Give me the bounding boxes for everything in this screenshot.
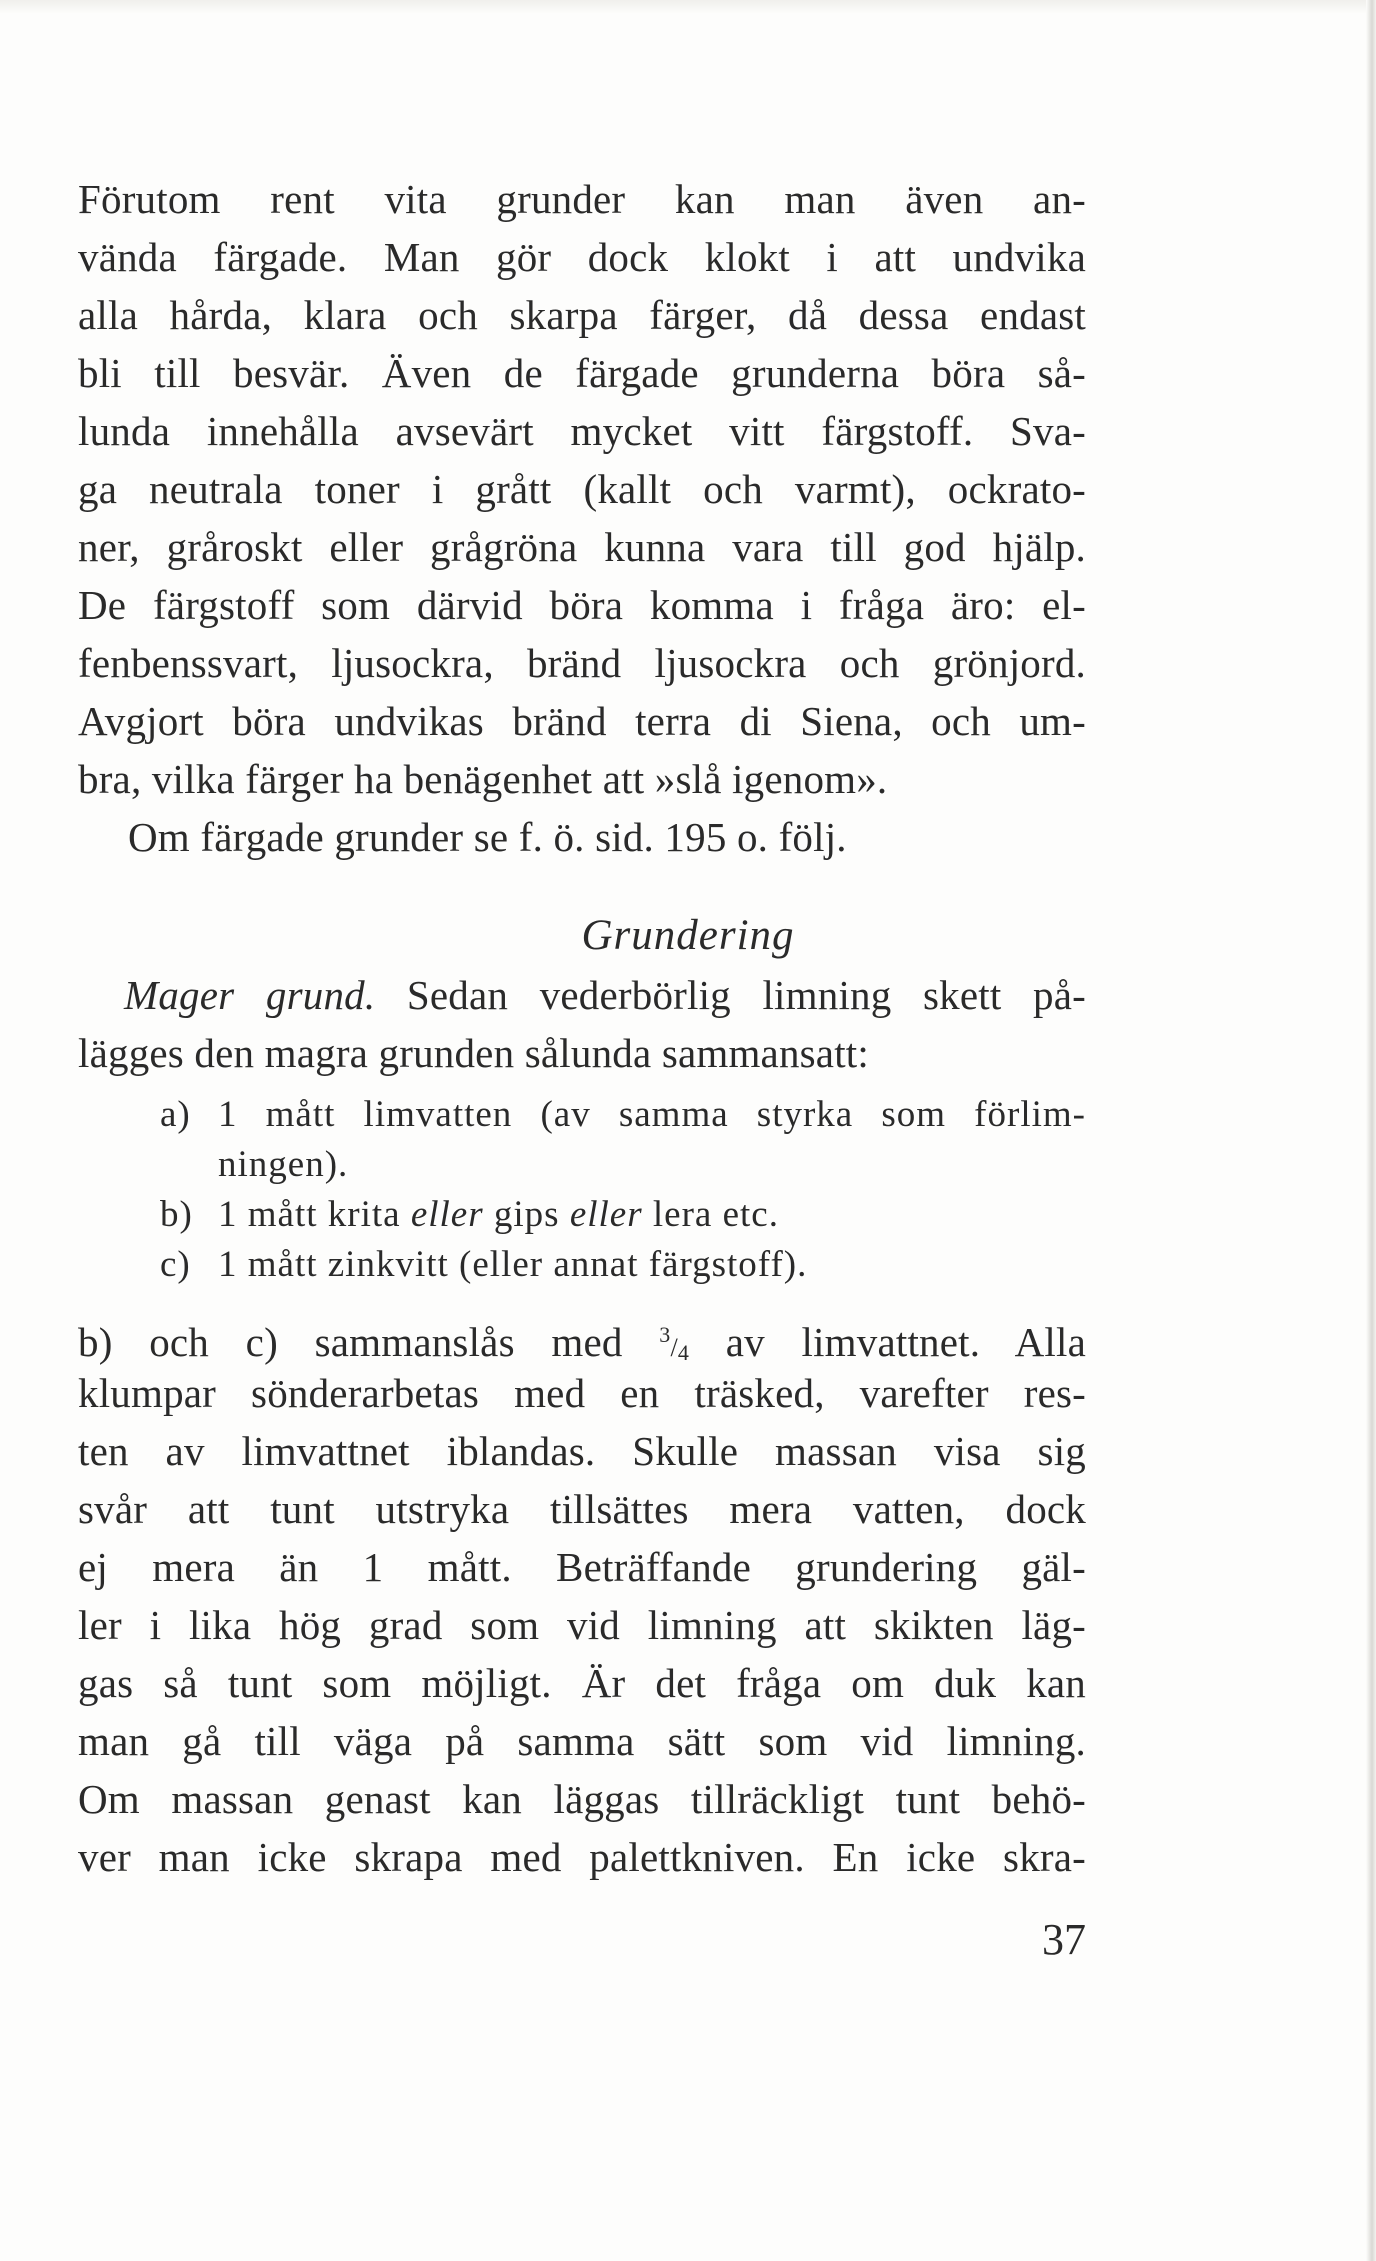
text-line xyxy=(124,966,1086,1024)
page-top-edge xyxy=(0,0,1376,14)
text-line: Om massan genast kan läggas tillräckligt tunt behö- xyxy=(78,1776,1086,1822)
list-marker: a) xyxy=(160,1094,191,1135)
text-run: av limvattnet. Alla xyxy=(689,1319,1086,1365)
list-item-a xyxy=(160,1090,1086,1140)
list-text: 1 mått krita xyxy=(218,1194,411,1235)
text-line: ej mera än 1 mått. Beträffande grundering gäl- xyxy=(78,1544,1086,1590)
text-line: lägges den magra grunden sålunda sammansatt: xyxy=(78,1030,869,1076)
text-line: alla hårda, klara och skarpa färger, då dessa endast xyxy=(78,292,1086,338)
fraction-denominator: 4 xyxy=(677,1340,690,1365)
fraction xyxy=(659,1322,690,1365)
list-item-b xyxy=(160,1190,1086,1240)
list-emphasis: eller xyxy=(569,1194,643,1235)
text-line: svår att tunt utstryka tillsättes mera vatten, dock xyxy=(78,1486,1086,1532)
run-in-heading: Mager grund. xyxy=(124,972,376,1018)
text-line: bli till besvär. Även de färgade grunderna böra så- xyxy=(78,350,1086,396)
text-line: fenbenssvart, ljusockra, bränd ljusockra och grönjord. xyxy=(78,640,1086,686)
text-line: ler i lika hög grad som vid limning att skikten läg- xyxy=(78,1602,1086,1648)
fraction-numerator: 3 xyxy=(659,1322,671,1347)
text-line: ga neutrala toner i grått (kallt och varmt), ockrato- xyxy=(78,466,1086,512)
fraction-slash: / xyxy=(670,1333,678,1362)
list-text: 1 mått limvatten (av samma styrka som förlim- xyxy=(218,1094,1086,1135)
section-heading: Grundering xyxy=(581,912,795,959)
page-right-edge xyxy=(1366,0,1376,2261)
text-line: Avgjort böra undvikas bränd terra di Siena, och um- xyxy=(78,698,1086,744)
list-item-c xyxy=(160,1240,1086,1290)
text-line: De färgstoff som därvid böra komma i fråga äro: el- xyxy=(78,582,1086,628)
list-text: lera etc. xyxy=(642,1194,779,1235)
page-number: 37 xyxy=(1042,1915,1086,1964)
list-emphasis: eller xyxy=(410,1194,484,1235)
text-line: Förutom rent vita grunder kan man även an- xyxy=(78,176,1086,222)
list-marker: c) xyxy=(160,1244,191,1285)
text-line: vända färgade. Man gör dock klokt i att undvika xyxy=(78,234,1086,280)
text-line: gas så tunt som möjligt. Är det fråga om duk kan xyxy=(78,1660,1086,1706)
text-line: ver man icke skrapa med palettkniven. En icke skra- xyxy=(78,1834,1086,1880)
text-line: man gå till väga på samma sätt som vid limning. xyxy=(78,1718,1086,1764)
text-line: ten av limvattnet iblandas. Skulle massan visa sig xyxy=(78,1428,1086,1474)
list-text: gips xyxy=(483,1194,570,1235)
text-run: Sedan vederbörlig limning skett på- xyxy=(375,972,1086,1018)
text-line: lunda innehålla avsevärt mycket vitt färgstoff. Sva- xyxy=(78,408,1086,454)
list-item-a-continuation: ningen). xyxy=(218,1144,349,1185)
list-marker: b) xyxy=(160,1194,193,1235)
text-run: b) och c) sammanslås med xyxy=(78,1319,660,1365)
text-line: ner, gråroskt eller grågröna kunna vara till god hjälp. xyxy=(78,524,1086,570)
text-line: klumpar sönderarbetas med en träsked, varefter res- xyxy=(78,1370,1086,1416)
text-line: Om färgade grunder se f. ö. sid. 195 o. följ. xyxy=(128,814,847,860)
text-line: bra, vilka färger ha benägenhet att »slå igenom». xyxy=(78,756,888,802)
list-text: 1 mått zinkvitt (eller annat färgstoff). xyxy=(218,1244,808,1285)
